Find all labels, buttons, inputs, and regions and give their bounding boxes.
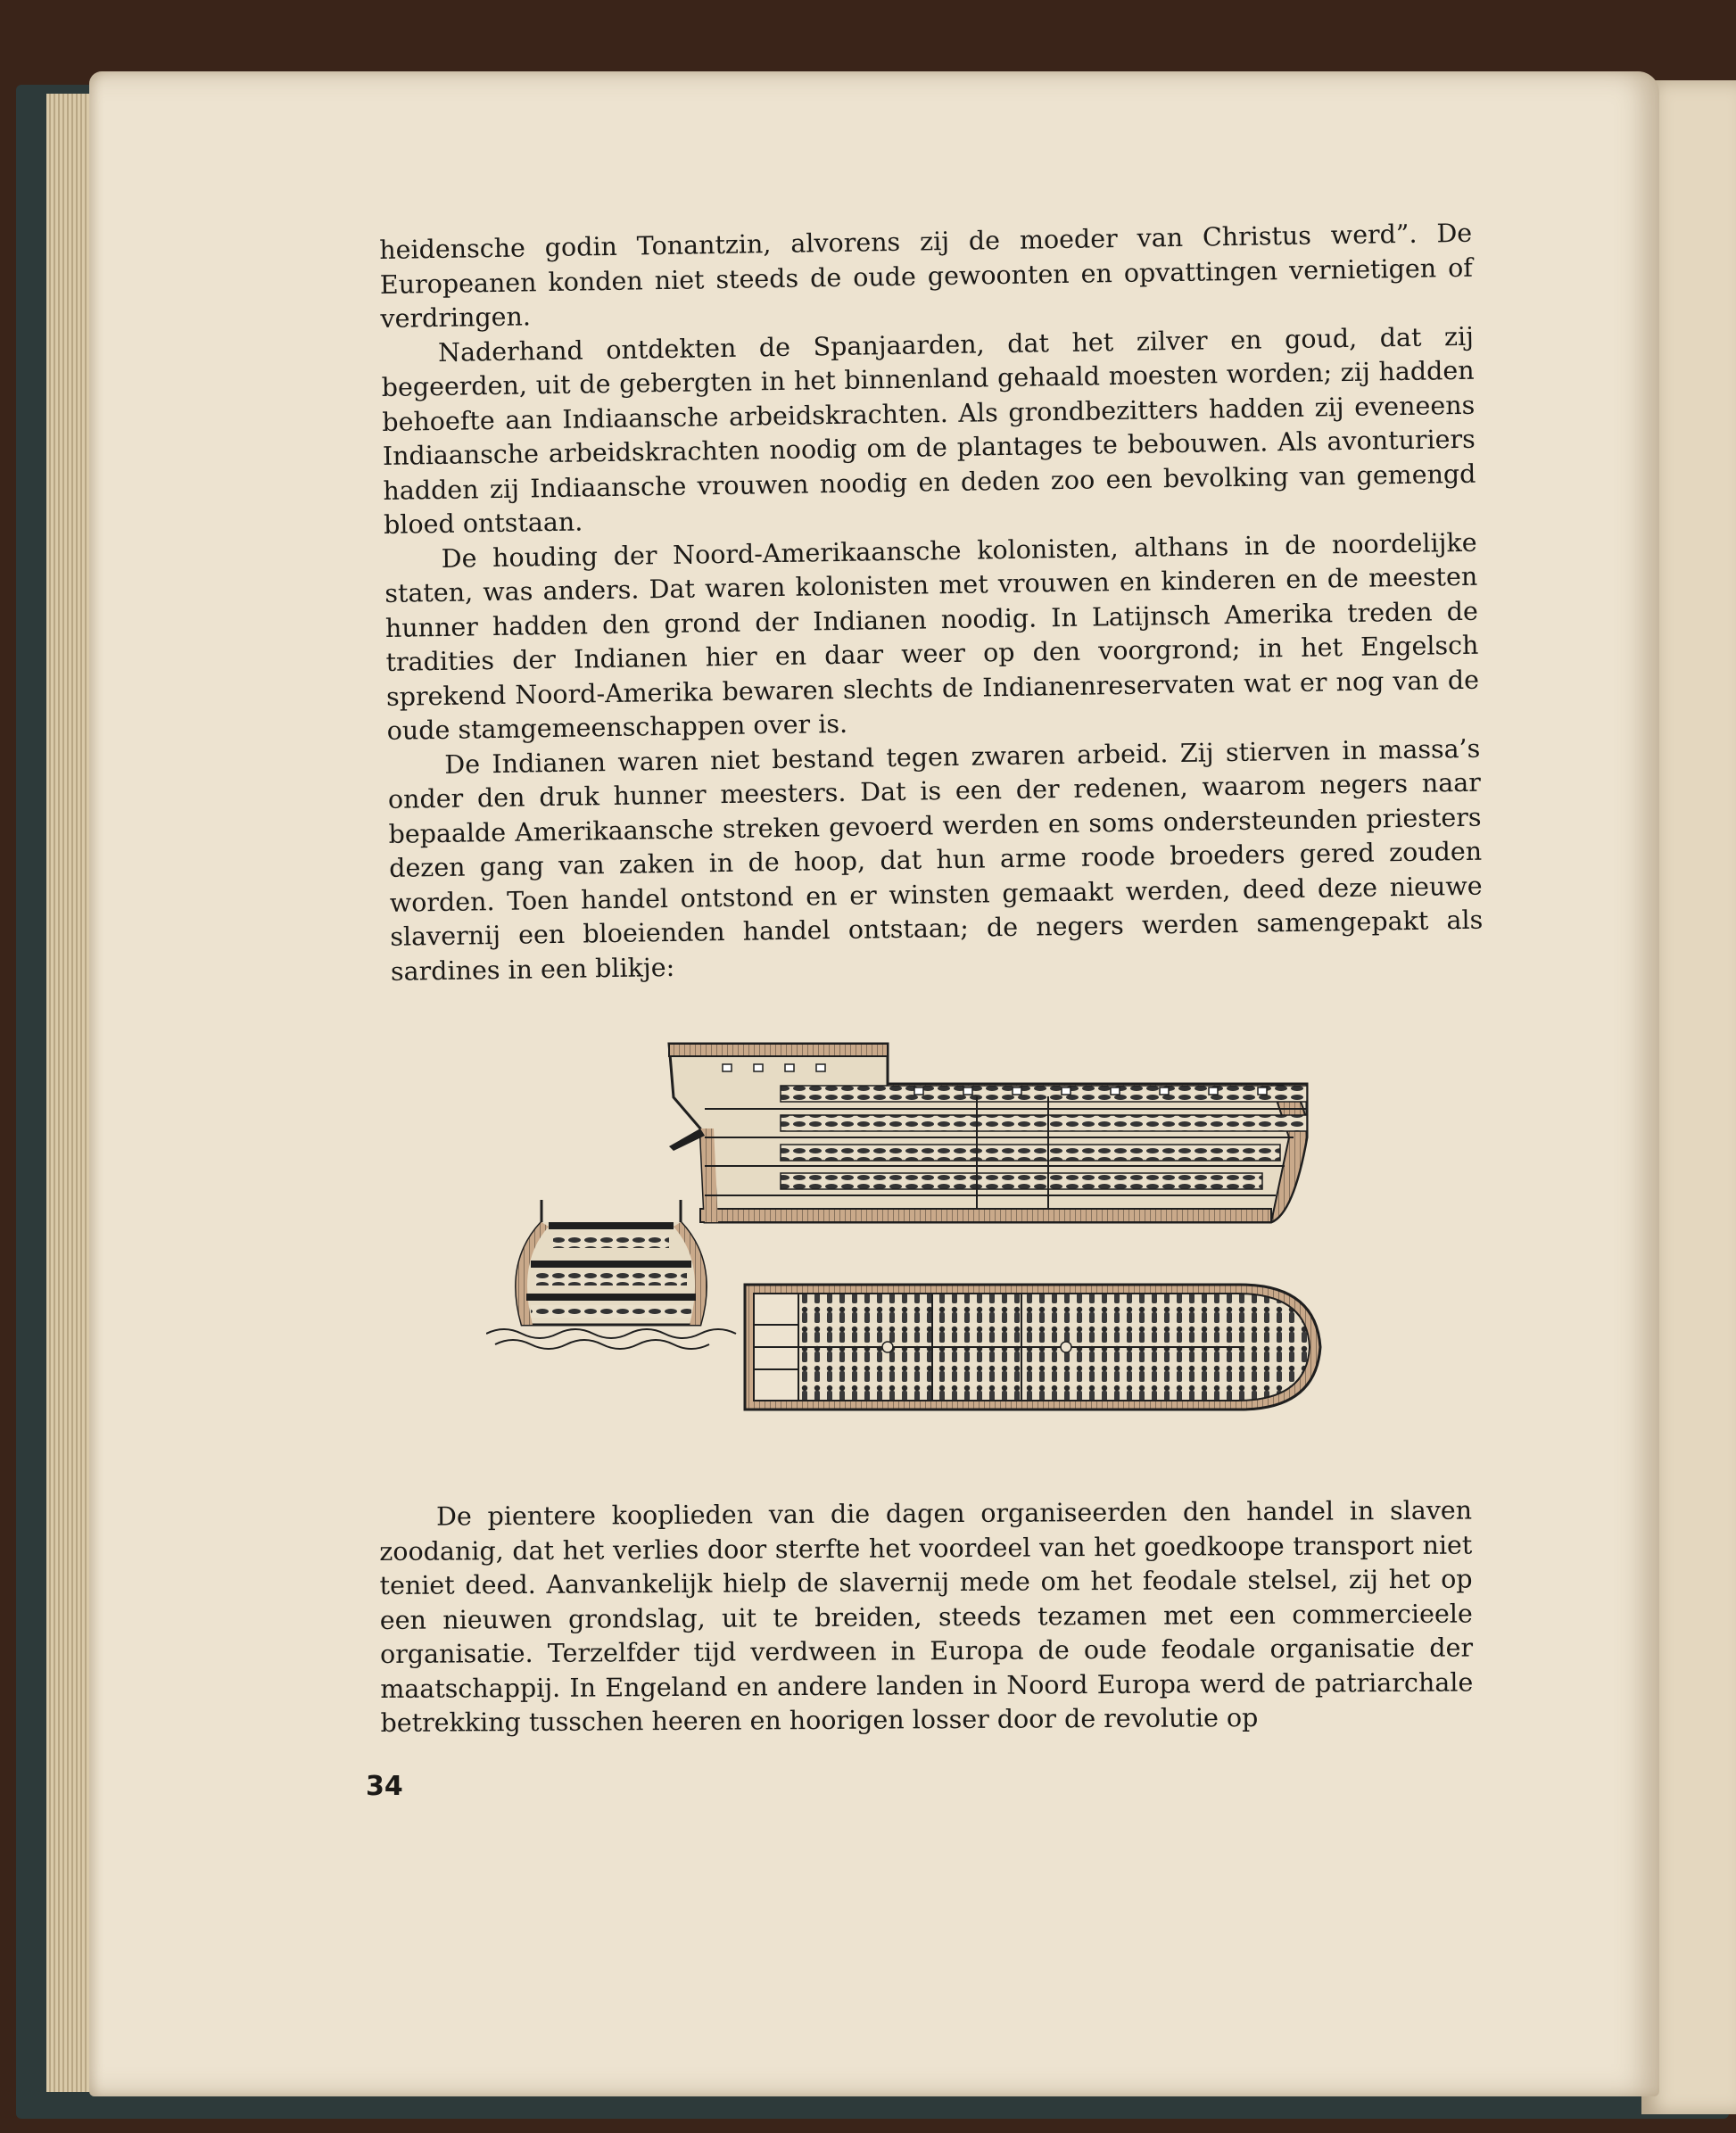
ship-cross-section bbox=[486, 1200, 736, 1349]
text-block-top bbox=[379, 217, 1484, 989]
paragraph: De Indianen waren niet bestand tegen zwaren arbeid. Zij stierven in massa’s onder den druk hunner meesters. Dat is een der redenen, waarom negers naar bepaalde Amerikaansche streken gevoerd werden en soms ondersteunden priesters dezen gang van zaken in de hoop, dat hun arme roode broeders gered zouden worden. Toen handel ontstond en er winsten gemaakt werden, deed deze nieuwe slavernij een bloeienden handel ontstaan; de negers werden samengepakt als sardines in een blikje: bbox=[387, 733, 1484, 987]
paragraph: De houding der Noord-Amerikaansche kolonisten, althans in de noordelijke staten, was anders. Dat waren kolonisten met vrouwen en kinderen en de meesten hunner hadden den grond der Indianen noodig. In Latijnsch Amerika treden de tradities der Indianen hier en daar weer op den voorgrond; in het Engelsch sprekend Noord-Amerika bewaren slechts de Indianenreservaten wat er nog van de oude stamgemeenschappen over is. bbox=[384, 527, 1480, 746]
paragraph: De pientere kooplieden van die dagen organiseerden den handel in slaven zoodanig, dat het verlies door sterfte het voordeel van het goedkoope transport niet teniet deed. Aanvankelijk hielp de slavernij mede om het feodale stelsel, zij het op een nieuwen grondslag, uit te breiden, steeds tezamen met een commercieele organisatie. Terzelfder tijd verdween in Europa de oude feodale organisatie der maatschappij. In Engeland en andere landen in Noord Europa werd de patriarchale betrekking tusschen heeren en hoorigen losser door de revolutie op bbox=[379, 1495, 1474, 1738]
page-number: 34 bbox=[366, 1771, 403, 1802]
ship-deck-plan bbox=[745, 1285, 1320, 1410]
slave-ship-illustration bbox=[486, 1030, 1343, 1467]
ship-side-view bbox=[669, 1044, 1307, 1222]
text-block-bottom bbox=[379, 1494, 1474, 1741]
paragraph: Naderhand ontdekten de Spanjaarden, dat het zilver en goud, dat zij begeerden, uit de gebergten in het binnenland gehaald moesten worden; zij hadden behoefte aan Indiaansche arbeidskrachten. Als grondbezitters hadden zij eveneens Indiaansche arbeidskrachten noodig om de plantages te bebouwen. Als avonturiers hadden zij Indiaansche vrouwen noodig en deden zoo een bevolking van gemengd bloed ontstaan. bbox=[381, 321, 1476, 540]
paragraph: heidensche godin Tonantzin, alvorens zij de moeder van Christus werd”. De Europeanen konden niet steeds de oude gewoonten en opvattingen vernietigen of verdringen. bbox=[379, 218, 1474, 334]
